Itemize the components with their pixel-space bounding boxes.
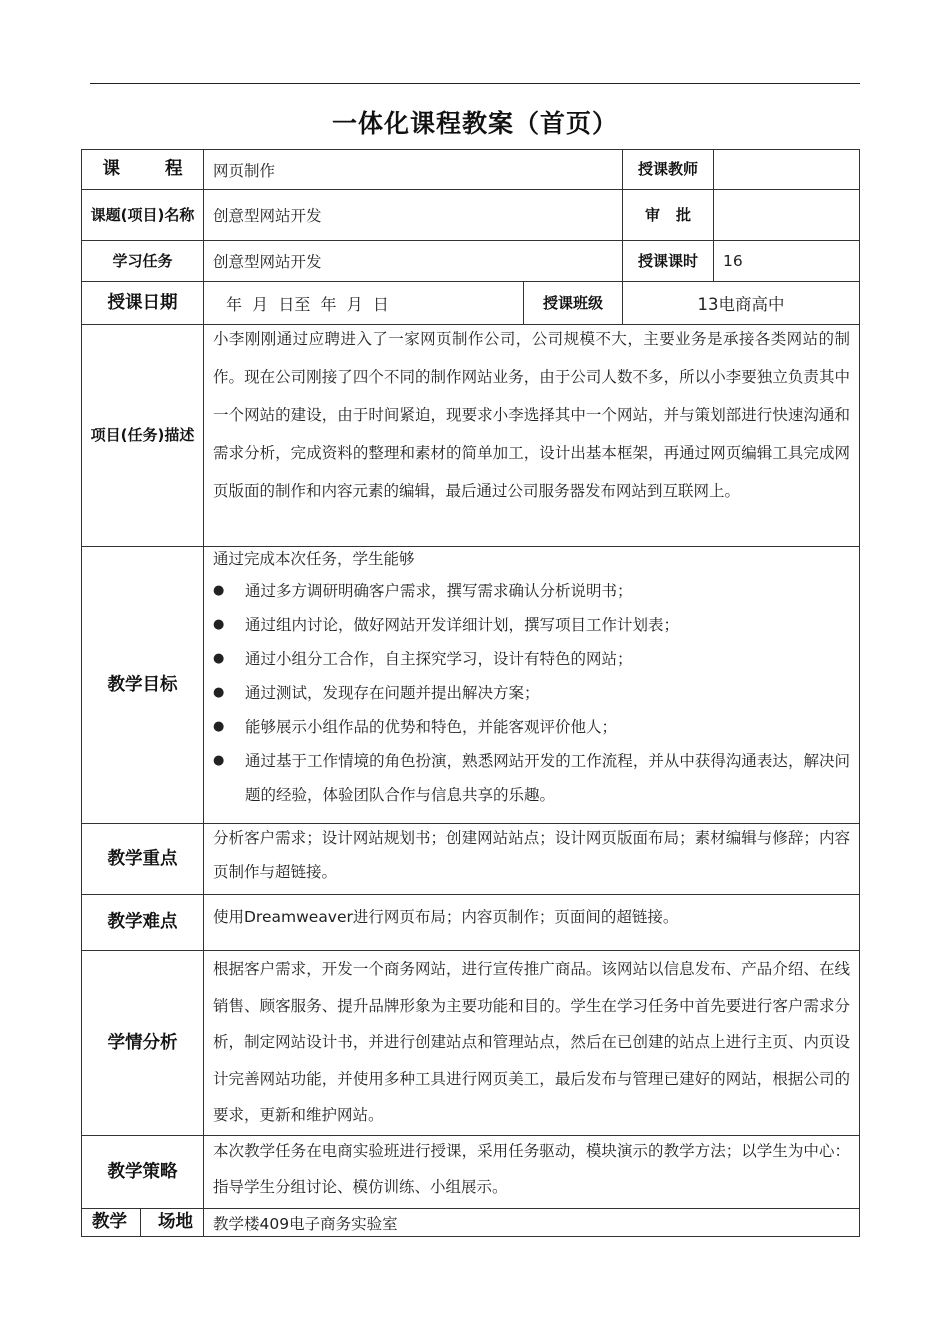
task-value: 创意型网站开发 bbox=[203, 240, 623, 282]
venue-value: 教学楼409电子商务实验室 bbox=[203, 1208, 860, 1237]
bullet-icon: ● bbox=[213, 651, 225, 666]
approval-value bbox=[713, 189, 860, 241]
course-label: 课 程 bbox=[81, 149, 204, 190]
hours-value: 16 bbox=[713, 240, 860, 282]
topic-label: 课题(项目)名称 bbox=[81, 189, 204, 241]
task-label: 学习任务 bbox=[81, 240, 204, 282]
bullet-icon: ● bbox=[213, 685, 225, 700]
date-label: 授课日期 bbox=[81, 281, 204, 325]
analysis-label: 学情分析 bbox=[81, 950, 204, 1136]
objective-item: ● 通过基于工作情境的角色扮演，熟悉网站开发的工作流程，并从中获得沟通表达，解决问题的经验，体验团队合作与信息共享的乐趣。 bbox=[213, 744, 850, 812]
objective-item: ● 通过组内讨论，做好网站开发详细计划，撰写项目工作计划表； bbox=[213, 608, 850, 642]
key-points-label: 教学重点 bbox=[81, 823, 204, 895]
top-rule bbox=[90, 83, 860, 84]
venue-label: 教学 场地 bbox=[81, 1208, 204, 1237]
difficulties-cell bbox=[203, 894, 860, 951]
topic-value: 创意型网站开发 bbox=[203, 189, 623, 241]
objective-item: ● 能够展示小组作品的优势和特色，并能客观评价他人； bbox=[213, 710, 850, 744]
class-value: 13电商高中 bbox=[622, 281, 860, 325]
key-points-cell bbox=[203, 823, 860, 895]
date-value: 年 月 日至 年 月 日 bbox=[203, 281, 524, 325]
difficulties-text: 使用Dreamweaver进行网页布局；内容页制作；页面间的超链接。 bbox=[213, 908, 679, 926]
course-value: 网页制作 bbox=[203, 149, 623, 190]
analysis-cell bbox=[203, 950, 860, 1136]
objective-item: ● 通过测试，发现存在问题并提出解决方案； bbox=[213, 676, 850, 710]
venue-divider bbox=[140, 1208, 141, 1237]
bullet-icon: ● bbox=[213, 617, 225, 632]
description-cell bbox=[203, 324, 860, 547]
objectives-label: 教学目标 bbox=[81, 546, 204, 824]
description-label: 项目(任务)描述 bbox=[81, 324, 204, 547]
key-points-text: 分析客户需求；设计网站规划书；创建网站站点；设计网页版面布局；素材编辑与修辞；内容页制作与超链接。 bbox=[213, 829, 850, 881]
teacher-label: 授课教师 bbox=[622, 149, 714, 190]
bullet-icon: ● bbox=[213, 583, 225, 598]
hours-label: 授课课时 bbox=[622, 240, 714, 282]
difficulties-label: 教学难点 bbox=[81, 894, 204, 951]
strategy-text: 本次教学任务在电商实验班进行授课，采用任务驱动，模块演示的教学方法；以学生为中心：指导学生分组讨论、模仿训练、小组展示。 bbox=[213, 1142, 850, 1196]
objective-item: ● 通过多方调研明确客户需求，撰写需求确认分析说明书； bbox=[213, 574, 850, 608]
objectives-intro: 通过完成本次任务，学生能够 bbox=[213, 550, 415, 568]
teacher-value bbox=[713, 149, 860, 190]
class-label: 授课班级 bbox=[523, 281, 623, 325]
approval-label: 审 批 bbox=[622, 189, 714, 241]
strategy-label: 教学策略 bbox=[81, 1135, 204, 1209]
analysis-text: 根据客户需求，开发一个商务网站，进行宣传推广商品。该网站以信息发布、产品介绍、在线销售、顾客服务、提升品牌形象为主要功能和目的。学生在学习任务中首先要进行客户需求分析，制定网站设计书，并进行创建站点和管理站点，然后在已创建的站点上进行主页、内页设计完善网站功能，并使用多种工具进行网页美工，最后发布与管理已建好的网站，根据公司的要求，更新和维护网站。 bbox=[213, 960, 850, 1124]
strategy-cell bbox=[203, 1135, 860, 1209]
bullet-icon: ● bbox=[213, 753, 225, 768]
objectives-cell bbox=[203, 546, 860, 824]
bullet-icon: ● bbox=[213, 719, 225, 734]
description-text: 小李刚刚通过应聘进入了一家网页制作公司，公司规模不大，主要业务是承接各类网站的制作。现在公司刚接了四个不同的制作网站业务，由于公司人数不多，所以小李要独立负责其中一个网站的建设，由于时间紧迫，现要求小李选择其中一个网站，并与策划部进行快速沟通和需求分析，完成资料的整理和素材的简单加工，设计出基本框架，再通过网页编辑工具完成网页版面的制作和内容元素的编辑，最后通过公司服务器发布网站到互联网上。 bbox=[213, 330, 850, 500]
objective-item: ● 通过小组分工合作，自主探究学习，设计有特色的网站； bbox=[213, 642, 850, 676]
page-title: 一体化课程教案（首页） bbox=[331, 109, 618, 138]
